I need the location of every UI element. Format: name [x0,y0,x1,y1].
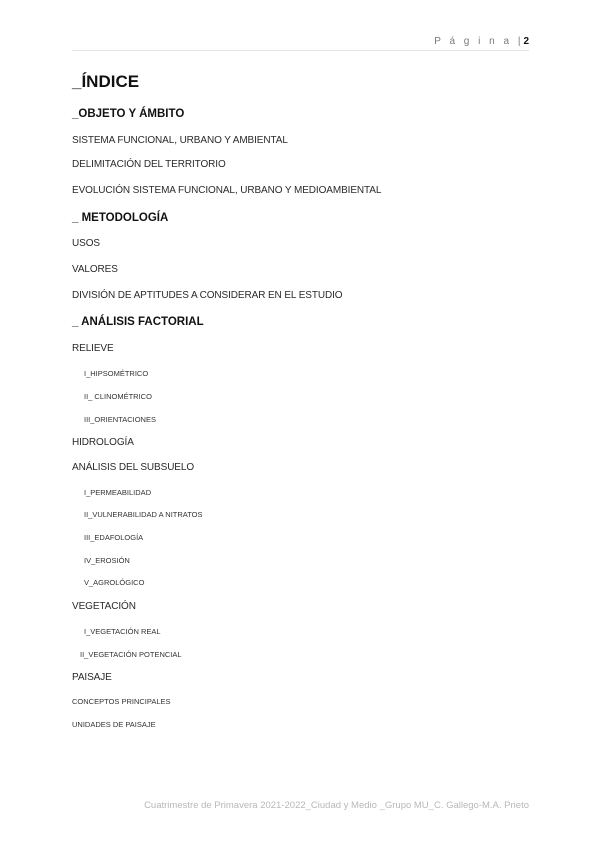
page-number-header [434,36,529,47]
toc-subitem-vegetacion-potencial[interactable]: II_VEGETACIÓN POTENCIAL [80,650,182,659]
toc-item-division-aptitudes[interactable]: DIVISIÓN DE APTITUDES A CONSIDERAR EN EL ESTUDIO [72,290,343,301]
toc-subitem-permeabilidad[interactable]: I_PERMEABILIDAD [84,488,152,497]
index-title: _ÍNDICE [72,72,140,91]
toc-subitem-conceptos[interactable]: CONCEPTOS PRINCIPALES [72,697,171,706]
toc-item-usos[interactable]: USOS [72,238,100,249]
toc-section-analisis-factorial[interactable]: _ ANÁLISIS FACTORIAL [72,316,204,328]
toc-subitem-agrologico[interactable]: V_AGROLÓGICO [84,578,145,587]
toc-subitem-edafologia[interactable]: III_EDAFOLOGÍA [84,533,144,542]
toc-subitem-vulnerabilidad[interactable]: II_VULNERABILIDAD A NITRATOS [84,510,203,519]
toc-subitem-orientaciones[interactable]: III_ORIENTACIONES [84,415,156,424]
toc-item-analisis-subsuelo[interactable]: ANÁLISIS DEL SUBSUELO [72,462,195,473]
toc-item-relieve[interactable]: RELIEVE [72,343,114,354]
toc-item-hidrologia[interactable]: HIDROLOGÍA [72,437,134,448]
page-number: 2 [523,36,529,47]
toc-section-metodologia[interactable]: _ METODOLOGÍA [72,212,169,224]
toc-subitem-clinometrico[interactable]: II_ CLINOMÉTRICO [84,392,152,401]
toc-subitem-erosion[interactable]: IV_EROSIÓN [84,556,130,565]
page-footer: Cuatrimestre de Primavera 2021-2022_Ciudad y Medio _Grupo MU_C. Gallego-M.A. Prieto [144,800,529,811]
toc-item-valores[interactable]: VALORES [72,264,118,275]
toc-item-paisaje[interactable]: PAISAJE [72,672,112,683]
header-divider [72,50,529,51]
toc-subitem-vegetacion-real[interactable]: I_VEGETACIÓN REAL [84,627,161,636]
toc-item-delimitacion[interactable]: DELIMITACIÓN DEL TERRITORIO [72,159,226,170]
toc-subitem-hipsometrico[interactable]: I_HIPSOMÉTRICO [84,369,149,378]
toc-section-objeto[interactable]: _OBJETO Y ÁMBITO [72,108,185,120]
toc-subitem-unidades-paisaje[interactable]: UNIDADES DE PAISAJE [72,720,156,729]
toc-item-sistema-funcional[interactable]: SISTEMA FUNCIONAL, URBANO Y AMBIENTAL [72,135,288,146]
page-label: P á g i n a | [434,36,524,47]
toc-item-vegetacion[interactable]: VEGETACIÓN [72,601,136,612]
toc-item-evolucion[interactable]: EVOLUCIÓN SISTEMA FUNCIONAL, URBANO Y MEDIOAMBIENTAL [72,185,382,196]
